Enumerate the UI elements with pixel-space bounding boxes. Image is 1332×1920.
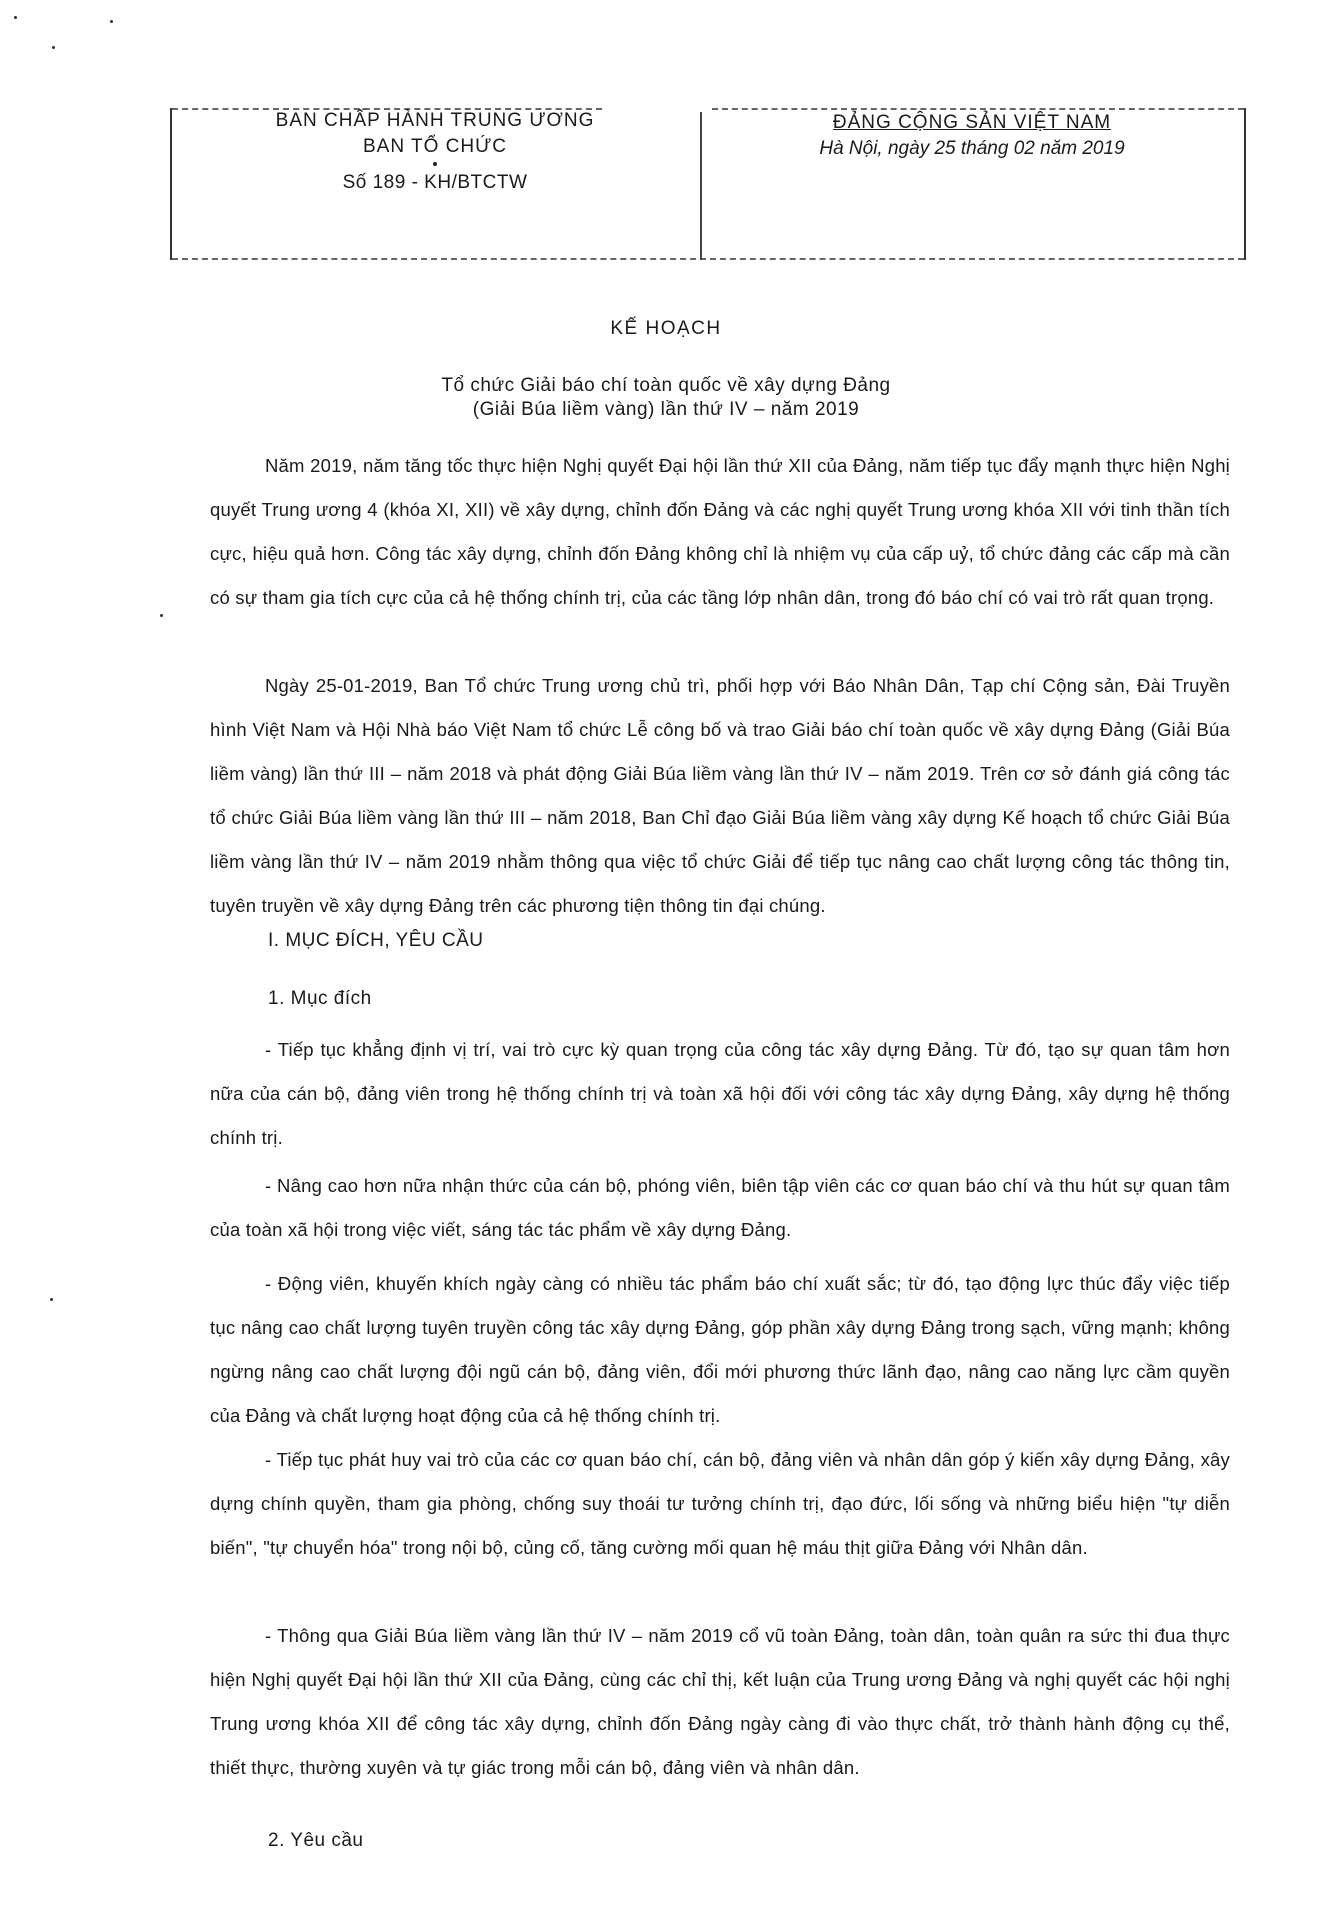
- subtitle-line-1: Tổ chức Giải báo chí toàn quốc về xây dựng Đảng: [441, 375, 891, 396]
- subsection-heading-requirements: 2. Yêu cầu: [268, 1830, 364, 1851]
- party-block: [702, 110, 1242, 162]
- document-title: KẾ HOẠCH: [610, 318, 722, 339]
- separator-dot: [433, 162, 437, 166]
- paragraph-intro-2: Ngày 25-01-2019, Ban Tổ chức Trung ương chủ trì, phối hợp với Báo Nhân Dân, Tạp chí Cộng sản, Đài Truyền hình Việt Nam và Hội Nhà báo Việt Nam tổ chức Lễ công bố và trao Giải báo chí toàn quốc về xây dựng Đảng (Giải Búa liềm vàng) lần thứ III – năm 2018 và phát động Giải Búa liềm vàng lần thứ IV – năm 2019. Trên cơ sở đánh giá công tác tổ chức Giải Búa liềm vàng lần thứ III – năm 2018, Ban Chỉ đạo Giải Búa liềm vàng xây dựng Kế hoạch tổ chức Giải Búa liềm vàng lần thứ IV – năm 2019 nhằm thông qua việc tổ chức Giải để tiếp tục nâng cao chất lượng công tác thông tin, tuyên truyền về xây dựng Đảng trên các phương tiện thông tin đại chúng.: [210, 675, 1230, 916]
- purpose-item-3: - Động viên, khuyến khích ngày càng có nhiều tác phẩm báo chí xuất sắc; từ đó, tạo động lực thúc đẩy việc tiếp tục nâng cao chất lượng tuyên truyền công tác xây dựng Đảng, góp phần xây dựng Đảng trong sạch, vững mạnh; không ngừng nâng cao chất lượng đội ngũ cán bộ, đảng viên, đổi mới phương thức lãnh đạo, nâng cao năng lực cầm quyền của Đảng và chất lượng hoạt động của cả hệ thống chính trị.: [210, 1273, 1230, 1426]
- purpose-item-4: - Tiếp tục phát huy vai trò của các cơ quan báo chí, cán bộ, đảng viên và nhân dân góp ý kiến xây dựng Đảng, xây dựng chính quyền, tham gia phòng, chống suy thoái tư tưởng chính trị, đạo đức, lối sống và những biểu hiện "tự diễn biến", "tự chuyển hóa" trong nội bộ, củng cố, tăng cường mối quan hệ máu thịt giữa Đảng với Nhân dân.: [210, 1449, 1230, 1558]
- scan-speck: [52, 46, 55, 49]
- purpose-item-2: - Nâng cao hơn nữa nhận thức của cán bộ, phóng viên, biên tập viên các cơ quan báo chí và thu hút sự quan tâm của toàn xã hội trong việc viết, sáng tác tác phẩm về xây dựng Đảng.: [210, 1175, 1230, 1240]
- purpose-item-5: - Thông qua Giải Búa liềm vàng lần thứ IV – năm 2019 cổ vũ toàn Đảng, toàn dân, toàn quân ra sức thi đua thực hiện Nghị quyết Đại hội lần thứ XII của Đảng, cùng các chỉ thị, kết luận của Trung ương Đảng và nghị quyết các hội nghị Trung ương khóa XII để công tác xây dựng, chỉnh đốn Đảng ngày càng đi vào thực chất, trở thành hành động cụ thể, thiết thực, thường xuyên và tự giác trong mỗi cán bộ, đảng viên và nhân dân.: [210, 1625, 1230, 1778]
- paragraph-intro-1: Năm 2019, năm tăng tốc thực hiện Nghị quyết Đại hội lần thứ XII của Đảng, năm tiếp tục đẩy mạnh thực hiện Nghị quyết Trung ương 4 (khóa XI, XII) về xây dựng, chỉnh đốn Đảng và các nghị quyết Trung ương khóa XII với tinh thần tích cực, hiệu quả hơn. Công tác xây dựng, chỉnh đốn Đảng không chỉ là nhiệm vụ của cấp uỷ, tổ chức đảng các cấp mà cần có sự tham gia tích cực của cả hệ thống chính trị, của các tầng lớp nhân dân, trong đó báo chí có vai trò rất quan trọng.: [210, 455, 1230, 608]
- subtitle-line-2: (Giải Búa liềm vàng) lần thứ IV – năm 2019: [472, 399, 860, 420]
- doc-number: Số 189 - KH/BTCTW: [342, 172, 528, 193]
- header-frame-bottom: [172, 258, 1244, 260]
- scan-speck: [160, 614, 163, 617]
- date-line: Hà Nội, ngày 25 tháng 02 năm 2019: [819, 138, 1125, 159]
- issuer-block: [170, 108, 700, 196]
- subsection-heading-purpose: 1. Mục đích: [268, 988, 372, 1009]
- org-name: BAN TỔ CHỨC: [362, 136, 508, 157]
- purpose-item-1: - Tiếp tục khẳng định vị trí, vai trò cực kỳ quan trọng của công tác xây dựng Đảng. Từ đó, tạo sự quan tâm hơn nữa của cán bộ, đảng viên trong hệ thống chính trị và toàn xã hội đối với công tác xây dựng Đảng, xây dựng hệ thống chính trị.: [210, 1039, 1230, 1148]
- scan-speck: [14, 16, 17, 19]
- section-heading-1: I. MỤC ĐÍCH, YÊU CẦU: [268, 930, 484, 951]
- scan-speck: [110, 20, 113, 23]
- document-subtitle: [0, 374, 1332, 422]
- scan-speck: [50, 1298, 53, 1301]
- party-name: ĐẢNG CỘNG SẢN VIỆT NAM: [832, 112, 1112, 133]
- org-parent: BAN CHẤP HÀNH TRUNG ƯƠNG: [275, 110, 595, 131]
